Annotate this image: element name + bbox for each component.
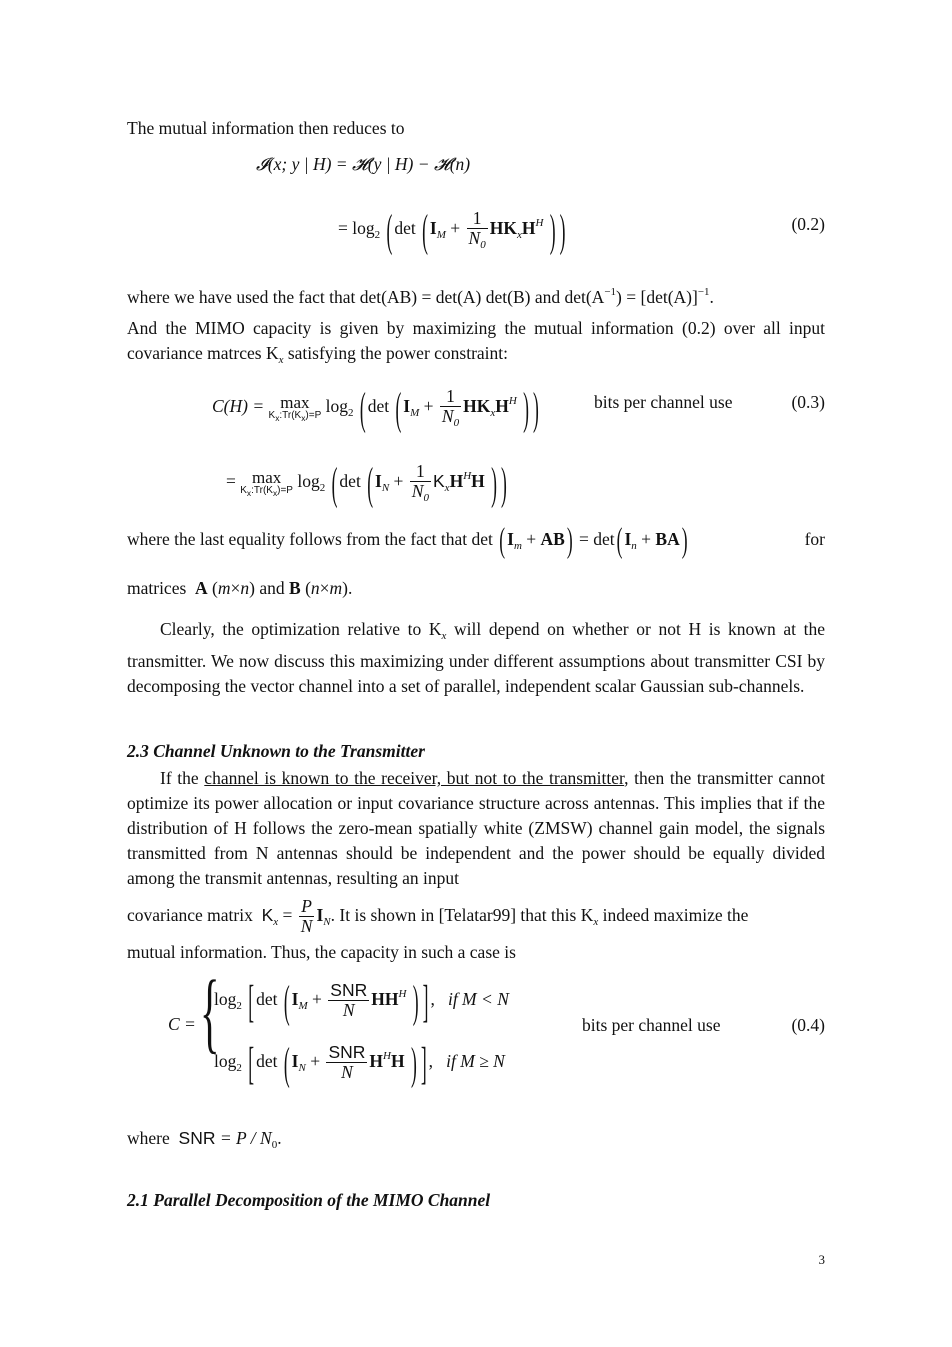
equation-3-unit: bits per channel use — [594, 392, 733, 412]
equation-number-0-3: (0.3) — [791, 392, 825, 412]
equation-1-rhs: = $\log_2$ ( det ( $I_M$ + $\frac{1}{N_0}$ $HK_xH^H$ ) ) — [338, 203, 566, 256]
equation-3-line-1: C(H) = max $K_x:Tr(K_x)=P$ $\log_2$ ( det ( $I_M$ + $\frac{1}{N_0}$ $HK_xH^H$ ) ) — [212, 381, 539, 434]
paragraph-mutual-info: mutual information. Thus, the capacity in such a case is — [127, 942, 516, 962]
equation-number-0-4: (0.4) — [791, 1015, 825, 1035]
equation-4-brace: { — [200, 963, 220, 1062]
section-heading-2-1: 2.1 Parallel Decomposition of the MIMO Channel — [127, 1190, 491, 1210]
equation-4-lhs: C = — [168, 1014, 196, 1034]
equation-3-line-2: = max $K_x:Tr(K_x)=P$ $\log_2$ ( det ( $I_N$ + $\frac{1}{N_0}$ $K_xH^HH$ ) ) — [226, 456, 507, 509]
paragraph-mimo-capacity: And the MIMO capacity is given by maximizing the mutual information (0.2) over all input covariance matrces $K_x$ satisfying the power constraint: — [127, 318, 825, 366]
paragraph-channel-unknown: If the channel is known to the receiver, but not to the transmitter, then the transmitter cannot optimize its power allocation or input covariance structure across antennas. This implies that if the distribution of H follows the zero-mean spatially white (ZMSW) channel gain model, the signals transmitted from N antennas should be independent and the power should be equally divided among the transmit antennas, resulting an input — [127, 768, 825, 888]
paragraph-det-identity: where we have used the fact that det(AB) = det(A) det(B) and $\det(A^{-1}) = [\det(A)]^{-1}$. — [127, 286, 714, 307]
intro-text: The mutual information then reduces to — [127, 118, 405, 138]
paragraph-covariance: covariance matrix $K_x$ = $\frac{P}{N}$ $I_N$. It is shown in [Telatar99] that this $K_x$ indeed maximize the — [127, 896, 749, 937]
equation-4-case-1: $\log_2$ [ det ( $I_M$ + $\frac{\text{SNR}}{N}$ $HH^H$ ) ] , if M < N — [214, 974, 509, 1027]
section-heading-2-3: 2.3 Channel Unknown to the Transmitter — [127, 741, 425, 761]
equation-4-case-2: $\log_2$ [ det ( $I_N$ + $\frac{\text{SNR}}{N}$ $H^HH$ ) ] , if M ≥ N — [214, 1036, 505, 1089]
page-number: 3 — [818, 1252, 825, 1267]
paragraph-optimization: Clearly, the optimization relative to $K_x$ will depend on whether or not H is known at the transmitter. We now discuss this maximizing under different assumptions about transmitter CSI by decomposing the vector channel into a set of parallel, independent scalar Gaussian sub-channels. — [127, 619, 825, 696]
equation-number-0-2: (0.2) — [791, 214, 825, 234]
equation-1-lhs: 𝓘(x; y | H) = 𝓗(y | H) − 𝓗(n) — [256, 154, 471, 174]
paragraph-last-equality: where the last equality follows from the fact that det ( $I_m$ + AB ) = det ( $I_n$ + BA ) for — [127, 519, 825, 560]
paragraph-matrices: matrices A (m×n) and B (n×m). — [127, 578, 353, 598]
equation-4-unit: bits per channel use — [582, 1015, 721, 1035]
paragraph-snr-definition: where SNR = P / $N_0$. — [127, 1128, 282, 1151]
